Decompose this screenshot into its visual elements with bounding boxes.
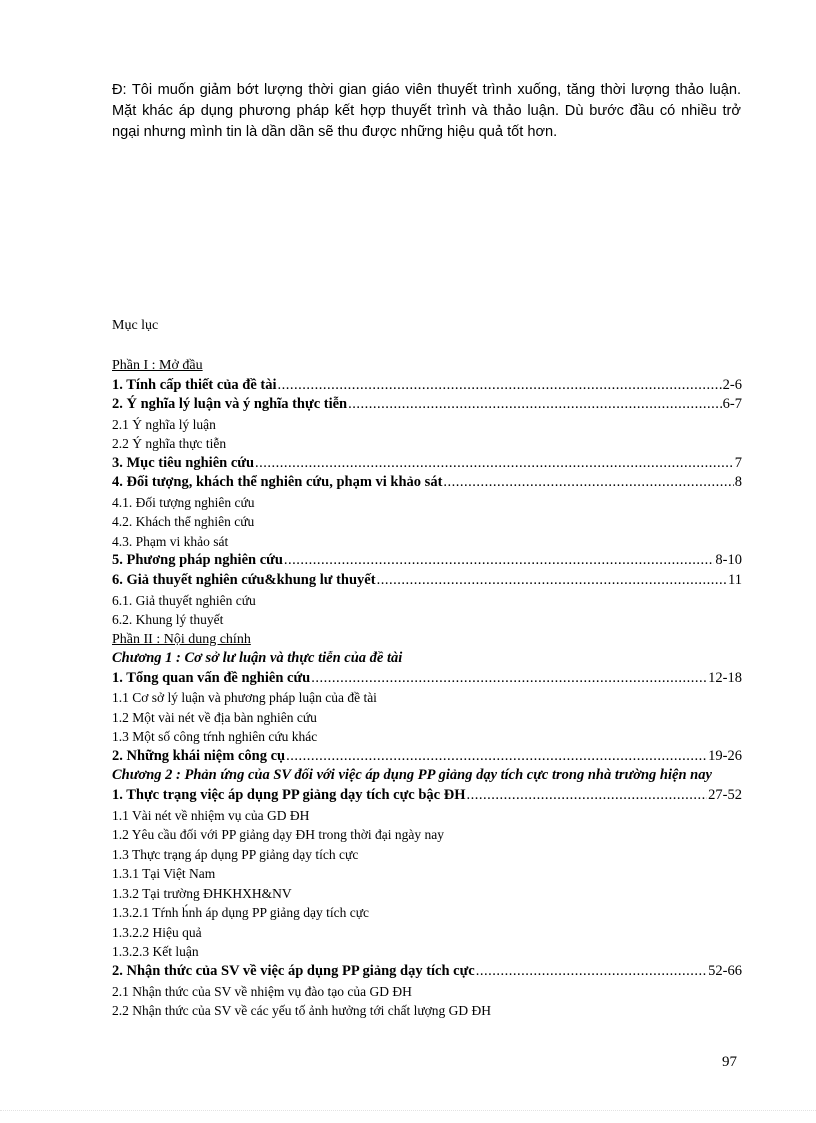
toc-subentry: 2.1 Nhận thức của SV về nhiệm vụ đào tạo của GD ĐH [112, 983, 412, 999]
table-of-contents [112, 356, 742, 1021]
dot-leader [476, 962, 707, 982]
toc-entry-title: 6. Giả thuyết nghiên cứu&khung lư thuyết [112, 572, 376, 589]
toc-entry [112, 747, 742, 767]
toc-entry-title: 2. Ý nghĩa lý luận và ý nghĩa thực tiễn [112, 396, 348, 413]
toc-entry [112, 376, 742, 396]
toc-subentry: 1.3 Thực trạng áp dụng PP giảng dạy tích cực [112, 846, 359, 862]
toc-entry [112, 669, 742, 689]
toc-subentry: 2.2 Ý nghĩa thực tiễn [112, 436, 227, 452]
toc-entry [112, 454, 742, 474]
dot-leader [443, 473, 733, 493]
toc-page-number: 19-26 [708, 747, 742, 764]
toc-subentry: 1.2 Yêu cầu đối với PP giảng dạy ĐH trong thời đại ngày nay [112, 827, 444, 843]
toc-page-number: 8 [734, 474, 742, 491]
toc-subentry: 1.3 Một số công tŕnh nghiên cứu khác [112, 729, 318, 745]
toc-entry-title: 2. Những khái niệm công cụ [112, 747, 286, 764]
intro-paragraph: Đ: Tôi muốn giảm bớt lượng thời gian giáo viên thuyết trình xuống, tăng thời lượng thảo luận. Mặt khác áp dụng phương pháp kết hợp thuyết trình và thảo luận. Dù bước đầu có nhiều trở ngại nhưng mình tin là dần dần sẽ thu được những hiệu quả tốt hơn. [112, 82, 741, 140]
dot-leader [277, 376, 721, 396]
toc-subentry: 1.3.2 Tại trường ĐHKHXH&NV [112, 885, 292, 901]
toc-subentry: 4.3. Phạm vi khảo sát [112, 533, 229, 549]
toc-subentry: 1.3.2.2 Hiệu quả [112, 924, 202, 940]
dot-leader [348, 395, 722, 415]
toc-subentry: 1.2 Một vài nét về địa bàn nghiên cứu [112, 709, 317, 725]
page-bottom-rule [0, 1110, 816, 1111]
toc-page-number: 6-7 [722, 396, 742, 413]
toc-page-number: 8-10 [715, 552, 742, 569]
toc-part-label: Phần I : Mở đầu [112, 358, 203, 373]
dot-leader [284, 551, 715, 571]
toc-subentry: 1.3.2.1 Tŕnh h́nh áp dụng PP giảng dạy tích cực [112, 905, 370, 921]
toc-chapter-1: Chương 1 : Cơ sở lư luận và thực tiễn của đề tài [112, 650, 403, 667]
toc-subentry: 4.1. Đối tượng nghiên cứu [112, 494, 255, 510]
toc-subentry: 6.2. Khung lý thuyết [112, 612, 224, 628]
toc-entry-title: 3. Mục tiêu nghiên cứu [112, 454, 255, 471]
toc-entry-title: 2. Nhận thức của SV về việc áp dụng PP giảng dạy tích cực [112, 962, 475, 979]
toc-entry [112, 786, 742, 806]
toc-page-number: 2-6 [722, 376, 742, 393]
toc-entry [112, 962, 742, 982]
toc-subentry: 1.1 Vài nét về nhiệm vụ của GD ĐH [112, 807, 310, 823]
toc-part-2 [112, 630, 742, 650]
dot-leader [311, 669, 707, 689]
toc-part-1 [112, 356, 742, 376]
toc-entry-title: 1. Tổng quan vấn đề nghiên cứu [112, 669, 311, 686]
toc-entry-title: 4. Đối tượng, khách thể nghiên cứu, phạm vi khảo sát [112, 474, 443, 491]
toc-entry [112, 395, 742, 415]
dot-leader [466, 786, 707, 806]
toc-subentry: 2.1 Ý nghĩa lý luận [112, 416, 216, 432]
toc-entry [112, 473, 742, 493]
dot-leader [255, 454, 734, 474]
toc-chapter-2: Chương 2 : Phản ứng của SV đối với việc áp dụng PP giảng dạy tích cực trong nhà trường hiện nay [112, 767, 712, 784]
toc-entry-title: 1. Thực trạng việc áp dụng PP giảng dạy tích cực bậc ĐH [112, 787, 466, 804]
page-number: 97 [722, 1054, 737, 1070]
toc-subentry: 1.3.2.3 Kết luận [112, 944, 199, 960]
toc-page-number: 52-66 [708, 962, 742, 979]
toc-subentry: 6.1. Giả thuyết nghiên cứu [112, 592, 256, 608]
toc-page-number: 27-52 [708, 787, 742, 804]
toc-title: Mục lục [112, 318, 159, 333]
toc-entry-title: 5. Phương pháp nghiên cứu [112, 552, 283, 569]
dot-leader [377, 571, 727, 591]
toc-subentry: 1.1 Cơ sở lý luận và phương pháp luận của đề tài [112, 690, 377, 706]
toc-subentry: 1.3.1 Tại Việt Nam [112, 866, 216, 882]
toc-entry-title: 1. Tính cấp thiết của đề tài [112, 376, 277, 393]
toc-page-number: 12-18 [708, 669, 742, 686]
dot-leader [286, 747, 707, 767]
toc-page-number: 11 [728, 572, 742, 589]
toc-page-number: 7 [734, 454, 742, 471]
toc-subentry: 2.2 Nhận thức của SV về các yếu tố ảnh hưởng tới chất lượng GD ĐH [112, 1003, 492, 1019]
toc-entry [112, 571, 742, 591]
toc-subentry: 4.2. Khách thể nghiên cứu [112, 514, 255, 530]
toc-entry [112, 551, 742, 571]
toc-part-label: Phần II : Nội dung chính [112, 631, 251, 647]
